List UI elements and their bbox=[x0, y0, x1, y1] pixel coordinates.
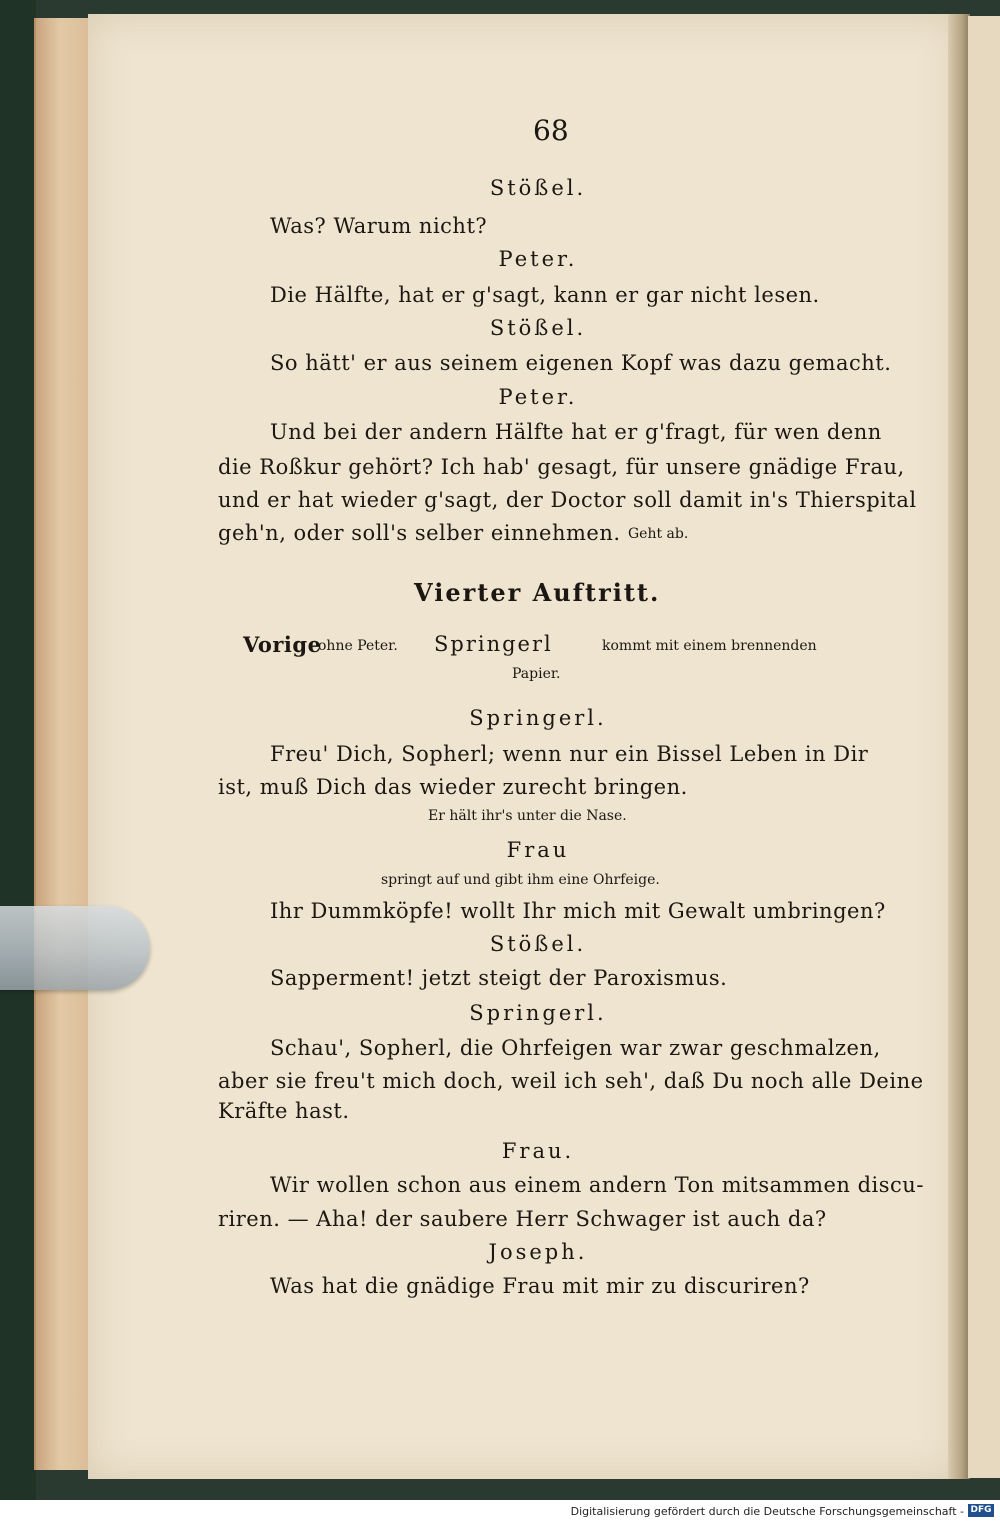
dialogue-line: Freu' Dich, Sopherl; wenn nur ein Bissel Leben in Dir bbox=[270, 742, 869, 766]
scene-heading: Vierter Auftritt. bbox=[414, 578, 661, 607]
dialogue-line: ist, muß Dich das wieder zurecht bringen. bbox=[218, 775, 688, 799]
cast-list-note: ohne Peter. bbox=[318, 638, 398, 654]
speaker-stoessel: Stößel. bbox=[489, 176, 587, 200]
dialogue-line: Kräfte hast. bbox=[218, 1099, 350, 1123]
dialogue-line: und er hat wieder g'sagt, der Doctor soll damit in's Thierspital bbox=[218, 488, 917, 512]
dialogue-line: riren. — Aha! der saubere Herr Schwager ist auch da? bbox=[218, 1207, 827, 1231]
dialogue-line: Schau', Sopherl, die Ohrfeigen war zwar geschmalzen, bbox=[270, 1036, 881, 1060]
dialogue-line: aber sie freu't mich doch, weil ich seh', daß Du noch alle Deine bbox=[218, 1069, 924, 1093]
scanner-page-holder bbox=[0, 906, 150, 990]
dialogue-line: Was hat die gnädige Frau mit mir zu discuriren? bbox=[270, 1274, 810, 1298]
dialogue-line: So hätt' er aus seinem eigenen Kopf was dazu gemacht. bbox=[270, 351, 892, 375]
speaker-springerl: Springerl. bbox=[469, 1001, 607, 1025]
speaker-stoessel: Stößel. bbox=[489, 316, 587, 340]
dfg-logo: DFG bbox=[968, 1504, 994, 1517]
cast-list-vorige: Vorige bbox=[243, 632, 322, 657]
cast-list-springerl: Springerl bbox=[434, 632, 553, 656]
speaker-peter: Peter. bbox=[498, 247, 578, 271]
speaker-frau: Frau. bbox=[501, 1139, 575, 1163]
dialogue-line: die Roßkur gehört? Ich hab' gesagt, für unsere gnädige Frau, bbox=[218, 455, 905, 479]
speaker-peter: Peter. bbox=[498, 385, 578, 409]
scan-background-left bbox=[0, 0, 36, 1500]
stage-direction: Er hält ihr's unter die Nase. bbox=[428, 808, 627, 824]
page-gutter bbox=[948, 14, 970, 1479]
stage-direction: Geht ab. bbox=[628, 526, 689, 542]
dialogue-line: Wir wollen schon aus einem andern Ton mitsammen discu- bbox=[270, 1173, 924, 1197]
footer-credit: Digitalisierung gefördert durch die Deutsche Forschungsgemeinschaft - bbox=[570, 1505, 964, 1518]
speaker-joseph: Joseph. bbox=[488, 1240, 588, 1264]
page-number: 68 bbox=[533, 114, 569, 147]
dialogue-line: geh'n, oder soll's selber einnehmen. bbox=[218, 521, 621, 545]
dialogue-line: Die Hälfte, hat er g'sagt, kann er gar nicht lesen. bbox=[270, 283, 820, 307]
cast-list-note: kommt mit einem brennenden bbox=[602, 638, 817, 654]
dialogue-line: Sapperment! jetzt steigt der Paroxismus. bbox=[270, 966, 728, 990]
dialogue-line: Ihr Dummköpfe! wollt Ihr mich mit Gewalt umbringen? bbox=[270, 899, 886, 923]
stage-direction: springt auf und gibt ihm eine Ohrfeige. bbox=[381, 872, 660, 888]
dialogue-line: Und bei der andern Hälfte hat er g'fragt, für wen denn bbox=[270, 420, 882, 444]
dialogue-line: Was? Warum nicht? bbox=[270, 214, 488, 238]
cast-list-note: Papier. bbox=[512, 666, 561, 682]
facing-page-edge bbox=[968, 16, 1000, 1478]
speaker-stoessel: Stößel. bbox=[489, 932, 587, 956]
speaker-frau: Frau bbox=[506, 838, 570, 862]
book-page-edges bbox=[34, 18, 96, 1470]
speaker-springerl: Springerl. bbox=[469, 706, 607, 730]
